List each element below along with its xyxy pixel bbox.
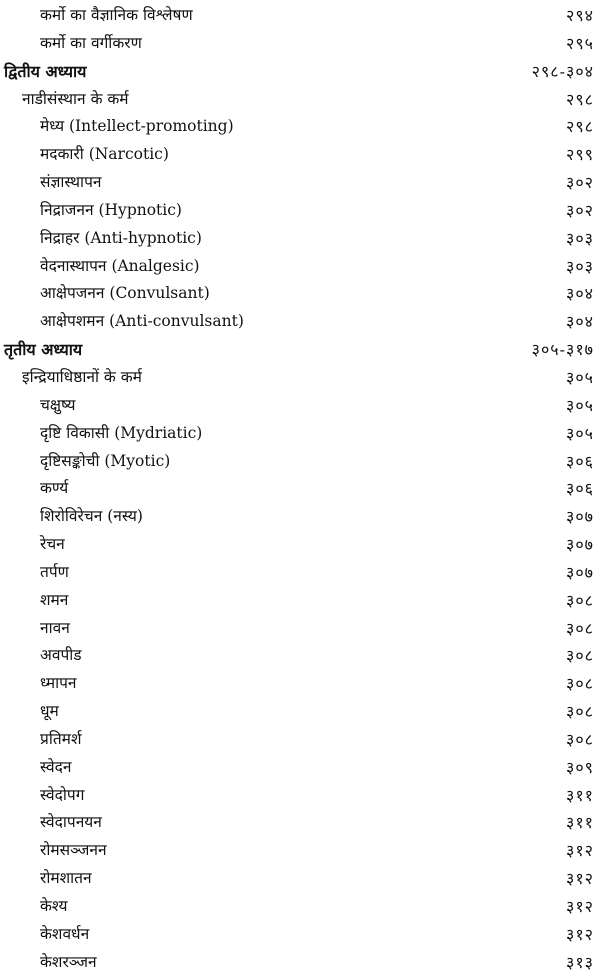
toc-entry: [0, 448, 600, 476]
toc-entry: [0, 503, 600, 531]
toc-entry: [0, 587, 600, 615]
entry-page: ३०४: [566, 284, 594, 304]
entry-title: प्रतिमर्श: [40, 729, 82, 748]
entry-page: २९५: [566, 33, 594, 53]
entry-page: ३१२: [566, 869, 594, 889]
toc-entry: [0, 2, 600, 30]
entry-title: केशवर्धन: [40, 924, 90, 943]
entry-page: ३०९: [566, 757, 594, 777]
toc-entry: [0, 642, 600, 670]
entry-title: मदकारी (Narcotic): [40, 145, 169, 164]
entry-page: ३०८: [566, 702, 594, 722]
toc-entry: [0, 782, 600, 810]
entry-page: ३१२: [566, 897, 594, 916]
toc-entry: [0, 865, 600, 893]
entry-title: शिरोविरेचन (नस्य): [40, 507, 143, 526]
entry-page: ३०४: [566, 312, 594, 332]
toc-entry: [0, 698, 600, 726]
chapter-page-range: ३०५-३१७: [531, 340, 594, 360]
toc-entry: [0, 531, 600, 559]
entry-page: ३०७: [566, 562, 594, 582]
table-of-contents: [0, 2, 600, 977]
entry-page: २९८: [566, 117, 594, 137]
toc-entry: [0, 113, 600, 141]
entry-title: आक्षेपशमन (Anti-convulsant): [40, 312, 244, 331]
entry-title: केशरञ्जन: [40, 952, 97, 971]
entry-title: केश्य: [40, 897, 68, 915]
chapter-title: तृतीय अध्याय: [4, 340, 83, 360]
entry-page: ३०५: [566, 423, 594, 443]
entry-title: अवपीड: [40, 646, 82, 665]
entry-page: ३०६: [566, 479, 594, 499]
toc-entry: [0, 197, 600, 225]
entry-page: ३१३: [566, 952, 594, 972]
entry-title: नावन: [40, 618, 70, 637]
toc-entry: [0, 308, 600, 336]
entry-title: रोमसञ्जनन: [40, 841, 107, 860]
entry-title: धूम: [40, 702, 59, 721]
toc-entry: [0, 253, 600, 281]
entry-title: रोमशातन: [40, 869, 92, 888]
entry-title: निद्राजनन (Hypnotic): [40, 200, 182, 219]
toc-entry: [0, 475, 600, 503]
toc-entry: [0, 809, 600, 837]
entry-page: २९९: [566, 145, 594, 165]
entry-page: ३१२: [566, 841, 594, 861]
section-title: इन्द्रियाधिष्ठानों के कर्म: [22, 367, 142, 386]
chapter-heading: [0, 336, 600, 364]
entry-page: ३१२: [566, 924, 594, 944]
entry-title: संज्ञास्थापन: [40, 173, 102, 192]
entry-title: रेचन: [40, 535, 65, 554]
entry-title: दृष्टि विकासी (Mydriatic): [40, 423, 203, 442]
entry-title: मेध्य (Intellect-promoting): [40, 117, 234, 136]
entry-title: कर्ण्य: [40, 479, 69, 498]
entry-title: कर्मो का वर्गीकरण: [40, 33, 142, 52]
toc-entry: [0, 169, 600, 197]
entry-title: चक्षुष्य: [40, 395, 76, 414]
entry-page: ३०६: [566, 451, 594, 471]
entry-page: ३०३: [566, 256, 594, 276]
entry-title: निद्राहर (Anti-hypnotic): [40, 228, 202, 247]
toc-entry: [0, 949, 600, 977]
toc-entry: [0, 30, 600, 58]
section-page: ३०५: [566, 367, 594, 387]
entry-page: ३०८: [566, 674, 594, 694]
toc-entry: [0, 141, 600, 169]
entry-title: स्वेदापनयन: [40, 813, 102, 832]
toc-entry: [0, 837, 600, 865]
toc-entry: [0, 420, 600, 448]
toc-entry: [0, 726, 600, 754]
entry-page: ३०८: [566, 729, 594, 749]
entry-page: ३०३: [566, 228, 594, 248]
chapter-title: द्वितीय अध्याय: [4, 61, 87, 81]
entry-page: ३०८: [566, 618, 594, 638]
toc-entry: [0, 615, 600, 643]
toc-entry: [0, 893, 600, 921]
section-heading: [0, 86, 600, 114]
toc-entry: [0, 921, 600, 949]
entry-page: ३०२: [566, 200, 594, 220]
entry-title: स्वेदोपग: [40, 785, 85, 804]
entry-page: ३११: [566, 813, 594, 833]
chapter-heading: [0, 58, 600, 86]
toc-entry: [0, 754, 600, 782]
entry-page: ३०८: [566, 646, 594, 666]
entry-page: ३०७: [566, 507, 594, 527]
toc-entry: [0, 280, 600, 308]
entry-title: स्वेदन: [40, 757, 72, 776]
entry-title: दृष्टिसङ्कोची (Myotic): [40, 451, 171, 470]
entry-title: शमन: [40, 590, 69, 609]
section-title: नाडीसंस्थान के कर्म: [22, 89, 129, 108]
entry-title: आक्षेपजनन (Convulsant): [40, 284, 210, 303]
toc-entry: [0, 670, 600, 698]
toc-entry: [0, 559, 600, 587]
entry-title: तर्पण: [40, 562, 69, 581]
entry-page: ३०२: [566, 173, 594, 193]
toc-entry: [0, 392, 600, 420]
entry-page: २९४: [566, 6, 594, 25]
entry-title: ध्मापन: [40, 674, 77, 693]
chapter-page-range: २९८-३०४: [531, 61, 594, 81]
section-heading: [0, 364, 600, 392]
entry-page: ३११: [566, 785, 594, 805]
entry-page: ३०७: [566, 535, 594, 555]
entry-title: वेदनास्थापन (Analgesic): [40, 256, 200, 275]
entry-title: कर्मो का वैज्ञानिक विश्लेषण: [40, 6, 193, 24]
entry-page: ३०८: [566, 590, 594, 610]
toc-entry: [0, 225, 600, 253]
entry-page: ३०५: [566, 395, 594, 415]
section-page: २९८: [566, 89, 594, 109]
